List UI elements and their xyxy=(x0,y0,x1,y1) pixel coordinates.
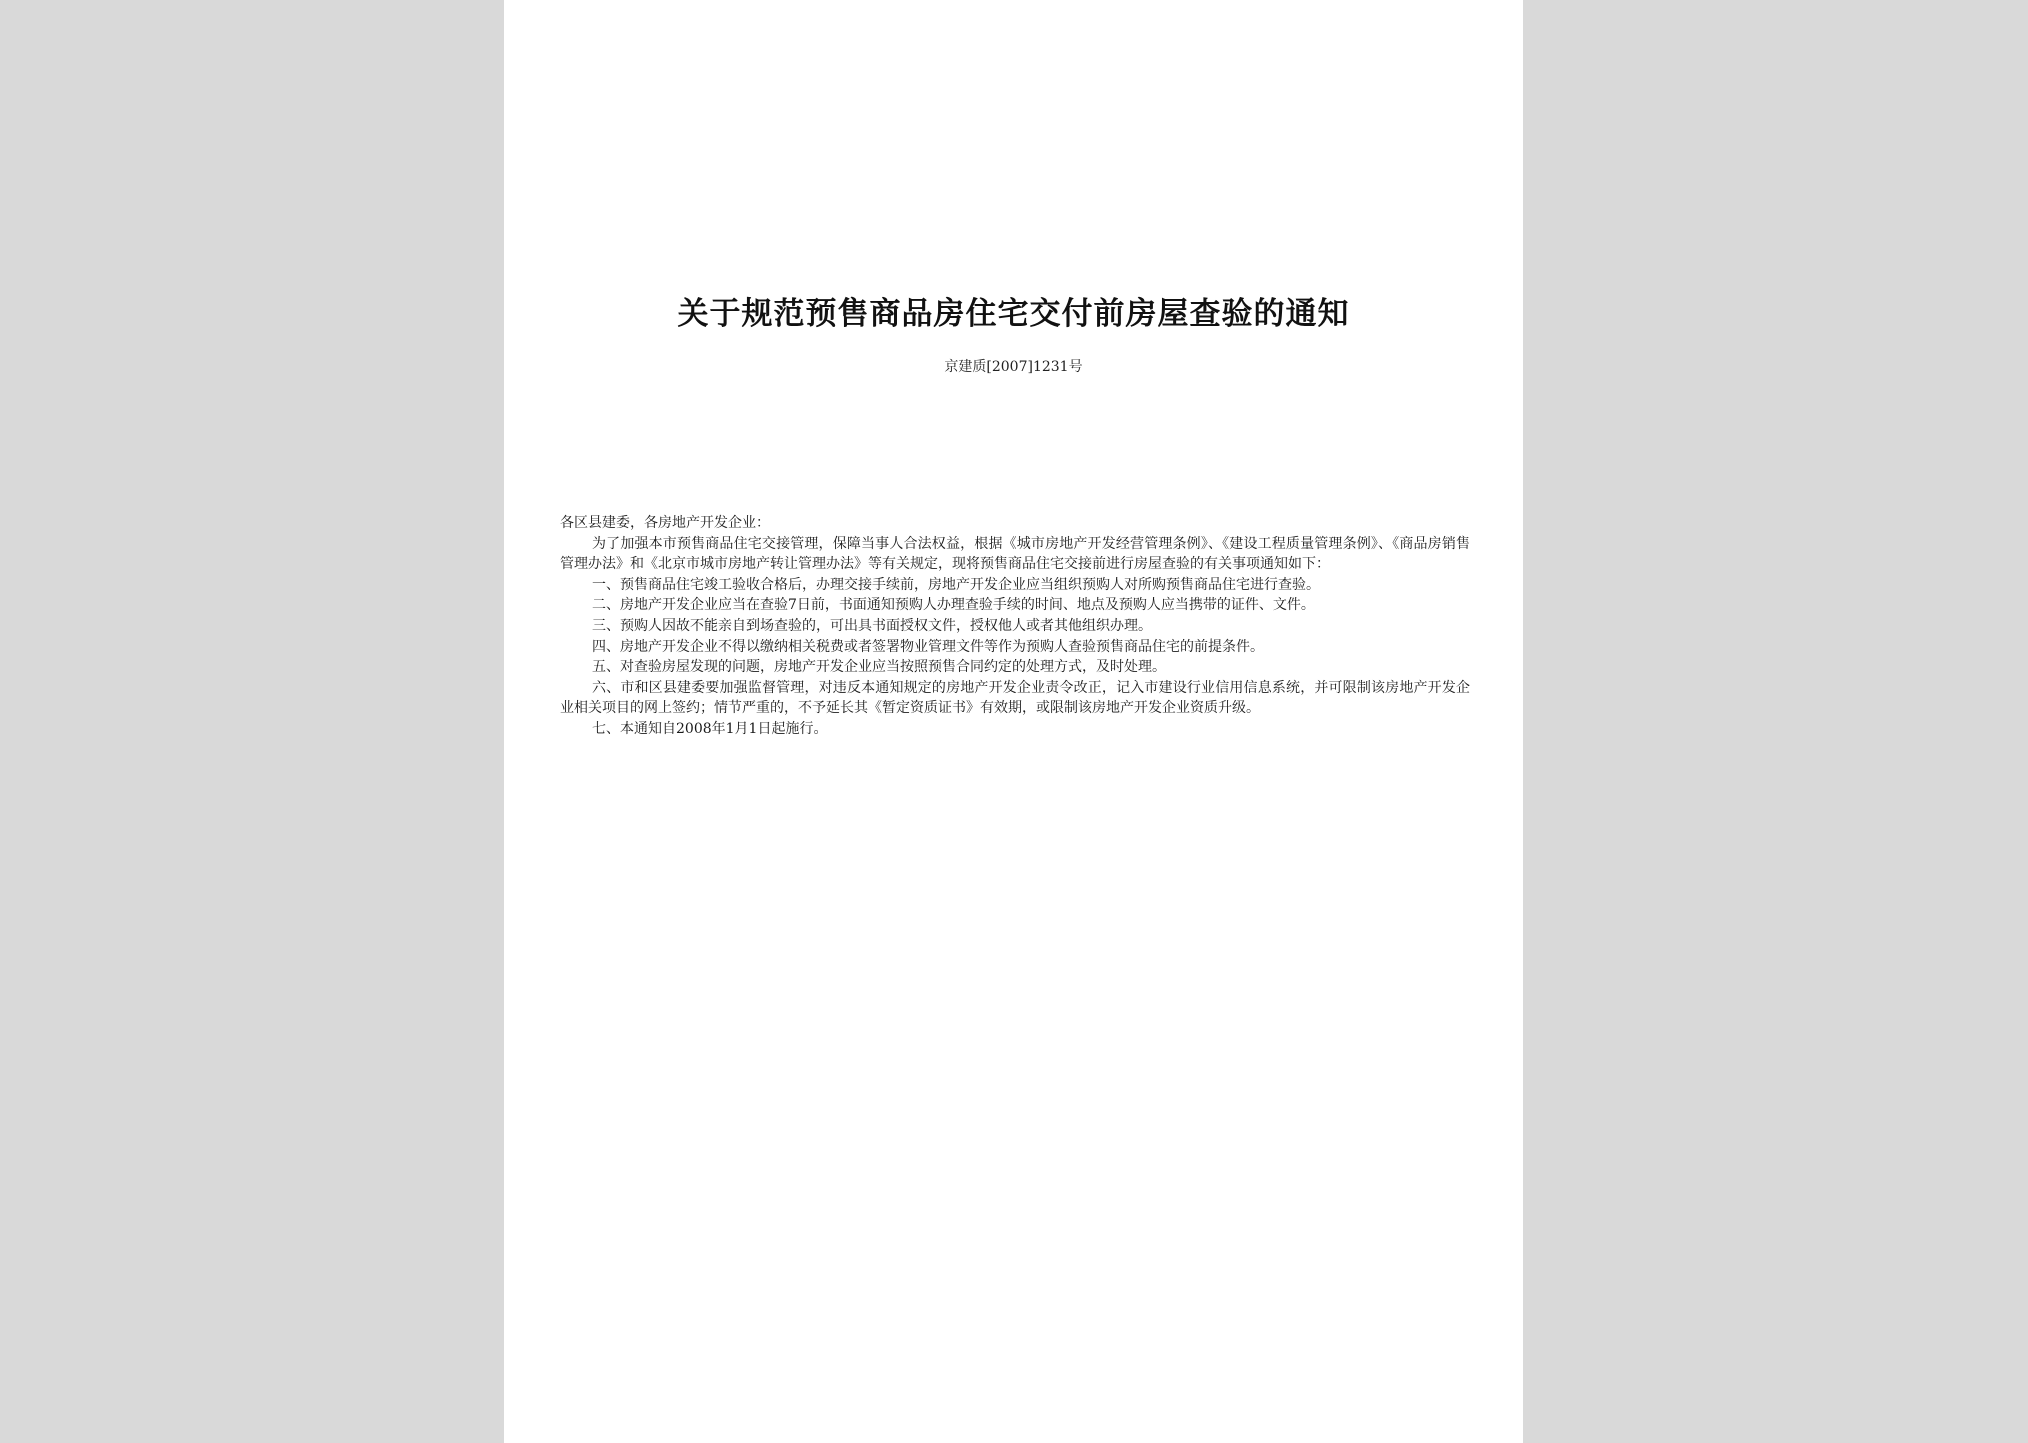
paragraph-item-1: 一、预售商品住宅竣工验收合格后，办理交接手续前，房地产开发企业应当组织预购人对所购预售商品住宅进行查验。 xyxy=(592,576,1320,593)
paragraph-item-6: 六、市和区县建委要加强监督管理，对违反本通知规定的房地产开发企业责令改正，记入市建设行业信用信息系统，并可限制该房地产开发企业相关项目的网上签约；情节严重的，不予延长其《暂定资质证书》有效期，或限制该房地产开发企业资质升级。 xyxy=(560,679,1470,717)
paragraph-item-2: 二、房地产开发企业应当在查验7日前，书面通知预购人办理查验手续的时间、地点及预购人应当携带的证件、文件。 xyxy=(592,597,1315,614)
document-page xyxy=(504,0,1523,1443)
paragraph-item-3: 三、预购人因故不能亲自到场查验的，可出具书面授权文件，授权他人或者其他组织办理。 xyxy=(592,617,1152,634)
paragraph-item-7: 七、本通知自2008年1月1日起施行。 xyxy=(592,720,828,737)
document-body xyxy=(560,513,1470,740)
document-title: 关于规范预售商品房住宅交付前房屋查验的通知 xyxy=(677,296,1350,332)
salutation: 各区县建委，各房地产开发企业： xyxy=(560,515,770,531)
paragraph-item-4: 四、房地产开发企业不得以缴纳相关税费或者签署物业管理文件等作为预购人查验预售商品住宅的前提条件。 xyxy=(592,638,1264,655)
paragraph-intro: 为了加强本市预售商品住宅交接管理，保障当事人合法权益，根据《城市房地产开发经营管理条例》、《建设工程质量管理条例》、《商品房销售管理办法》和《北京市城市房地产转让管理办法》等有关规定，现将预售商品住宅交接前进行房屋查验的有关事项通知如下： xyxy=(560,535,1470,573)
document-number: 京建质[2007]1231号 xyxy=(944,359,1083,375)
paragraph-item-5: 五、对查验房屋发现的问题，房地产开发企业应当按照预售合同约定的处理方式，及时处理。 xyxy=(592,659,1166,676)
